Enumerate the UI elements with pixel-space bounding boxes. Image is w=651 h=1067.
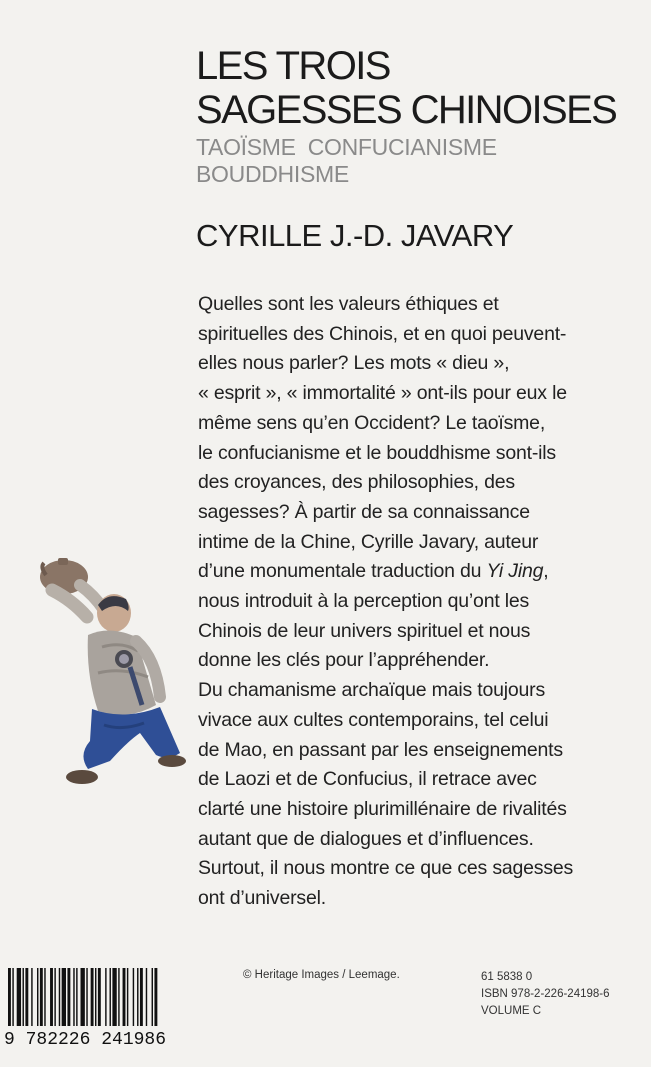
publisher-codes — [481, 969, 610, 1020]
blurb-line: même sens qu’en Occident? Le taoïsme, — [198, 411, 546, 434]
blurb-line: « esprit », « immortalité » ont-ils pour eux le — [198, 382, 567, 405]
blurb-line: le confucianisme et le bouddhisme sont-ils — [198, 441, 556, 464]
blurb-line: Du chamanisme archaïque mais toujours — [198, 679, 546, 702]
barcode-bar — [133, 968, 134, 1026]
barcode-area — [0, 960, 236, 1065]
blurb-line-part: , — [543, 560, 549, 583]
barcode-bar — [40, 968, 43, 1026]
barcode-bar — [54, 968, 55, 1026]
blurb-line: elles nous parler? Les mots « dieu », — [198, 352, 510, 375]
subtitle-confucianisme: CONFUCIANISME — [307, 134, 497, 160]
barcode-bar — [50, 968, 53, 1026]
author-name: CYRILLE J.-D. JAVARY — [196, 218, 514, 253]
barcode-bar — [17, 968, 21, 1026]
barcode-bar — [154, 968, 157, 1026]
barcode-bar — [76, 968, 77, 1026]
barcode-bars — [6, 968, 232, 1026]
barcode-bar — [44, 968, 45, 1026]
book-title-line-2: SAGESSES CHINOISES — [196, 88, 617, 132]
barcode-bar — [25, 968, 28, 1026]
barcode-digits: 9 782226 241986 — [4, 1030, 167, 1050]
isbn-number: ISBN 978-2-226-24198-6 — [481, 988, 610, 1000]
barcode-bar — [8, 968, 11, 1026]
barcode-bar — [110, 968, 111, 1026]
barcode-bar — [146, 968, 147, 1026]
blurb-line: donne les clés pour l’appréhender. — [198, 649, 490, 672]
blurb-line: de Mao, en passant par les enseignements — [198, 738, 563, 761]
barcode-bar — [67, 968, 70, 1026]
blurb-line: de Laozi et de Confucius, il retrace avec — [198, 768, 537, 791]
blurb-line: Surtout, il nous montre ce que ces sagesses — [198, 857, 574, 880]
barcode-bar — [118, 968, 119, 1026]
subtitle-taoisme: TAOÏSME — [196, 134, 296, 160]
barcode-bar — [73, 968, 74, 1026]
subtitle-line-1 — [196, 134, 636, 161]
barcode-bar — [37, 968, 38, 1026]
barcode-bar — [95, 968, 96, 1026]
book-title-line-1: LES TROIS — [196, 44, 390, 88]
barcode-bar — [86, 968, 87, 1026]
blurb-line: intime de la Chine, Cyrille Javary, auteur — [198, 530, 539, 553]
barcode-bar — [140, 968, 143, 1026]
barcode-bar — [81, 968, 85, 1026]
barcode-bar — [98, 968, 101, 1026]
child-figure-illustration — [32, 555, 192, 800]
blurb-line: autant que de dialogues et d’influences. — [198, 827, 534, 850]
yi-jing-title: Yi Jing — [486, 560, 544, 583]
product-code: 61 5838 0 — [481, 971, 533, 983]
subtitle-line-2: BOUDDHISME — [196, 161, 349, 187]
barcode-bar — [105, 968, 106, 1026]
blurb-text — [198, 290, 638, 914]
blurb-line: sagesses? À partir de sa connaissance — [198, 500, 530, 523]
blurb-line: Quelles sont les valeurs éthiques et — [198, 293, 499, 315]
blurb-line: Chinois de leur univers spirituel et nous — [198, 619, 531, 642]
barcode-bar — [127, 968, 128, 1026]
blurb-line: ont d’universel. — [198, 887, 326, 910]
barcode-bar — [152, 968, 153, 1026]
barcode-bar — [62, 968, 66, 1026]
barcode-bar — [112, 968, 116, 1026]
barcode-bar — [59, 968, 60, 1026]
image-credit: © Heritage Images / Leemage. — [243, 969, 400, 981]
blurb-line: clarté une histoire plurimillénaire de rivalités — [198, 797, 567, 820]
volume-code: VOLUME C — [481, 1005, 542, 1017]
blurb-line-yijing — [198, 557, 638, 587]
blurb-line: nous introduit à la perception qu’ont les — [198, 590, 530, 613]
barcode-bar — [137, 968, 138, 1026]
barcode-bar — [123, 968, 126, 1026]
barcode-bar — [23, 968, 24, 1026]
blurb-line: vivace aux cultes contemporains, tel celui — [198, 708, 549, 731]
blurb-line: spirituelles des Chinois, et en quoi peuvent- — [198, 322, 567, 345]
barcode-bar — [91, 968, 94, 1026]
blurb-line-part: d’une monumentale traduction du — [198, 560, 487, 583]
blurb-line: des croyances, des philosophies, des — [198, 471, 515, 494]
barcode-bar — [12, 968, 13, 1026]
barcode-bar — [31, 968, 32, 1026]
title-block — [196, 44, 636, 188]
